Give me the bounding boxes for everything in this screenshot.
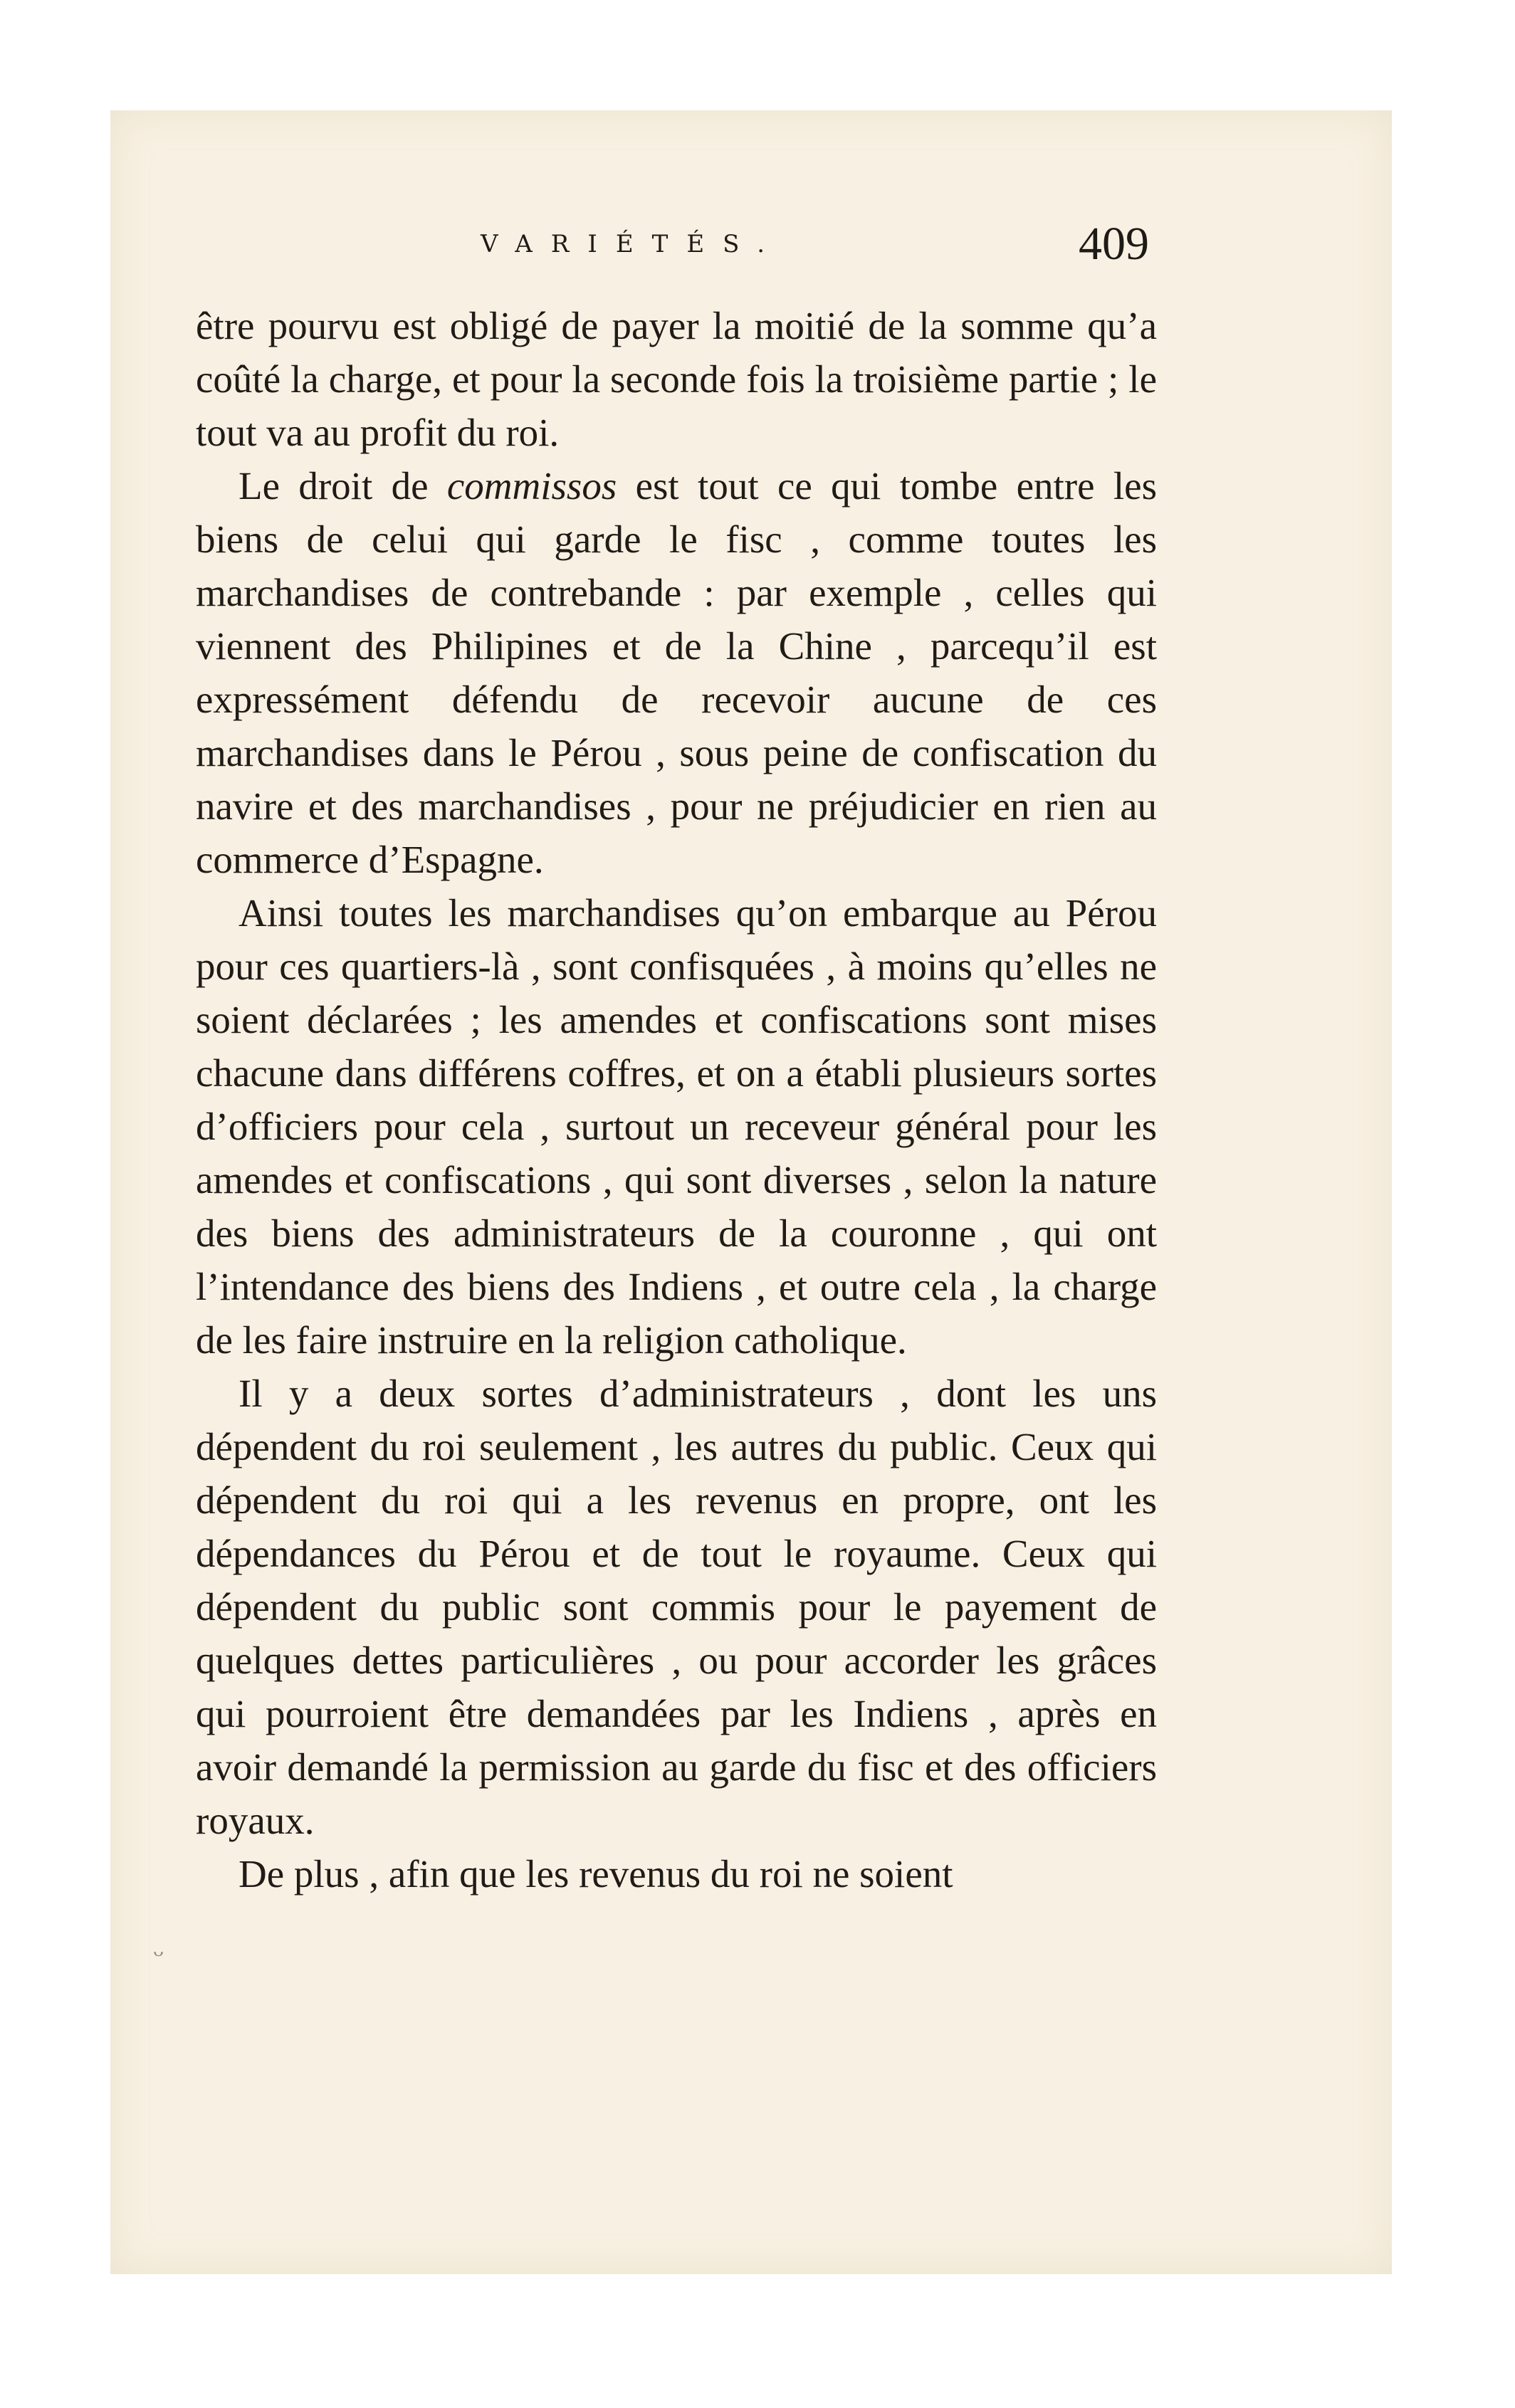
page-header	[110, 217, 1392, 281]
paragraph-confiscations: Ainsi toutes les marchandises qu’on embarque au Pérou pour ces quartiers-là , sont confisquées , à moins qu’elles ne soient déclarées ; les amendes et confiscations sont mises chacune dans différens coffres, et on a établi plusieurs sortes d’officiers pour cela , surtout un receveur général pour les amendes et confiscations , qui sont diverses , selon la nature des biens des administrateurs de la couronne , qui ont l’intendance des biens des Indiens , et outre cela , la charge de les faire instruire en la religion catholique.	[196, 891, 1157, 1362]
running-title: VARIÉTÉS.	[481, 230, 784, 258]
margin-mark: ᵕ	[153, 1940, 164, 1972]
paragraph-commissos	[196, 459, 1157, 886]
commissos-lead: Le droit de	[238, 464, 447, 508]
body-text	[196, 299, 1157, 1900]
paragraph-de-plus: De plus , afin que les revenus du roi ne soient	[238, 1852, 953, 1896]
page-number: 409	[1079, 218, 1149, 270]
paragraph-continuation: être pourvu est obligé de payer la moitié de la somme qu’a coûté la charge, et pour la seconde fois la troisième partie ; le tout va au profit du roi.	[196, 304, 1157, 454]
paragraph-administrateurs: Il y a deux sortes d’administrateurs , dont les uns dépendent du roi seulement , les autres du public. Ceux qui dépendent du roi qui a les revenus en propre, ont les dépendances du Pérou et de tout le royaume. Ceux qui dépendent du public sont commis pour le payement de quelques dettes particulières , ou pour accorder les grâces qui pourroient être demandées par les Indiens , après en avoir demandé la permission au garde du fisc et des officiers royaux.	[196, 1372, 1157, 1842]
book-page	[110, 110, 1392, 2274]
commissos-term: commissos	[446, 464, 617, 508]
commissos-rest: est tout ce qui tombe entre les biens de celui qui garde le fisc , comme toutes les marchandises de contrebande : par exemple , celles qui viennent des Philipines et de la Chine , parcequ’il est expressément défendu de recevoir aucune de ces marchandises dans le Pérou , sous peine de confiscation du navire et des marchandises , pour ne préjudicier en rien au commerce d’Espagne.	[196, 464, 1157, 881]
